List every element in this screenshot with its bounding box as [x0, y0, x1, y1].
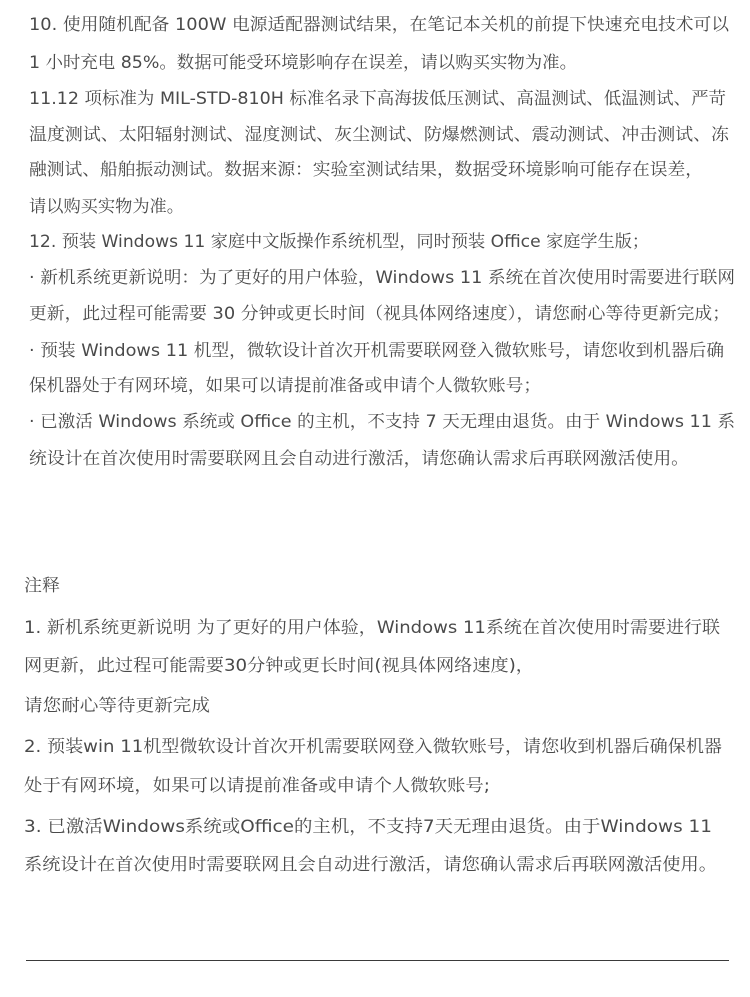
note-line: 3. 已激活Windows系统或Office的主机，不支持7天无理由退货。由于Windows 11: [24, 817, 712, 837]
note-line: · 已激活 Windows 系统或 Office 的主机，不支持 7 天无理由退货。由于 Windows 11 系: [29, 412, 735, 432]
note-line: · 预装 Windows 11 机型，微软设计首次开机需要联网登入微软账号，请您收到机器后确: [29, 341, 724, 361]
note-line: 12. 预装 Windows 11 家庭中文版操作系统机型，同时预装 Office 家庭学生版；: [29, 232, 649, 252]
note-line: 统设计在首次使用时需要联网且会自动进行激活，请您确认需求后再联网激活使用。: [29, 449, 689, 469]
note-line: 系统设计在首次使用时需要联网且会自动进行激活，请您确认需求后再联网激活使用。: [24, 855, 717, 875]
notes-heading: 注释: [24, 576, 60, 596]
note-line: 请以购买实物为准。: [29, 197, 184, 217]
note-line: 融测试、船舶振动测试。数据来源：实验室测试结果，数据受环境影响可能存在误差，: [29, 160, 703, 180]
note-line: 请您耐心等待更新完成: [24, 696, 210, 716]
note-line: 2. 预装win 11机型微软设计首次开机需要联网登入微软账号，请您收到机器后确保机器: [24, 737, 722, 757]
note-line: 更新，此过程可能需要 30 分钟或更长时间（视具体网络速度），请您耐心等待更新完成；: [29, 304, 730, 324]
note-line: 网更新，此过程可能需要30分钟或更长时间(视具体网络速度)，: [24, 656, 534, 676]
note-line: 10. 使用随机配备 100W 电源适配器测试结果，在笔记本关机的前提下快速充电技术可以: [29, 15, 729, 35]
note-line: 11.12 项标准为 MIL-STD-810H 标准名录下高海拔低压测试、高温测试、低温测试、严苛: [29, 89, 726, 109]
note-line: 保机器处于有网环境，如果可以请提前准备或申请个人微软账号；: [29, 376, 541, 396]
note-line: 处于有网环境，如果可以请提前准备或申请个人微软账号;: [24, 776, 491, 796]
note-line: 1. 新机系统更新说明 为了更好的用户体验，Windows 11系统在首次使用时需要进行联: [24, 618, 720, 638]
note-line: 1 小时充电 85%。数据可能受环境影响存在误差，请以购买实物为准。: [29, 53, 577, 73]
note-line: · 新机系统更新说明：为了更好的用户体验，Windows 11 系统在首次使用时需要进行联网: [29, 268, 735, 288]
bottom-divider: [26, 960, 729, 961]
note-line: 温度测试、太阳辐射测试、湿度测试、灰尘测试、防爆燃测试、震动测试、冲击测试、冻: [29, 125, 730, 145]
